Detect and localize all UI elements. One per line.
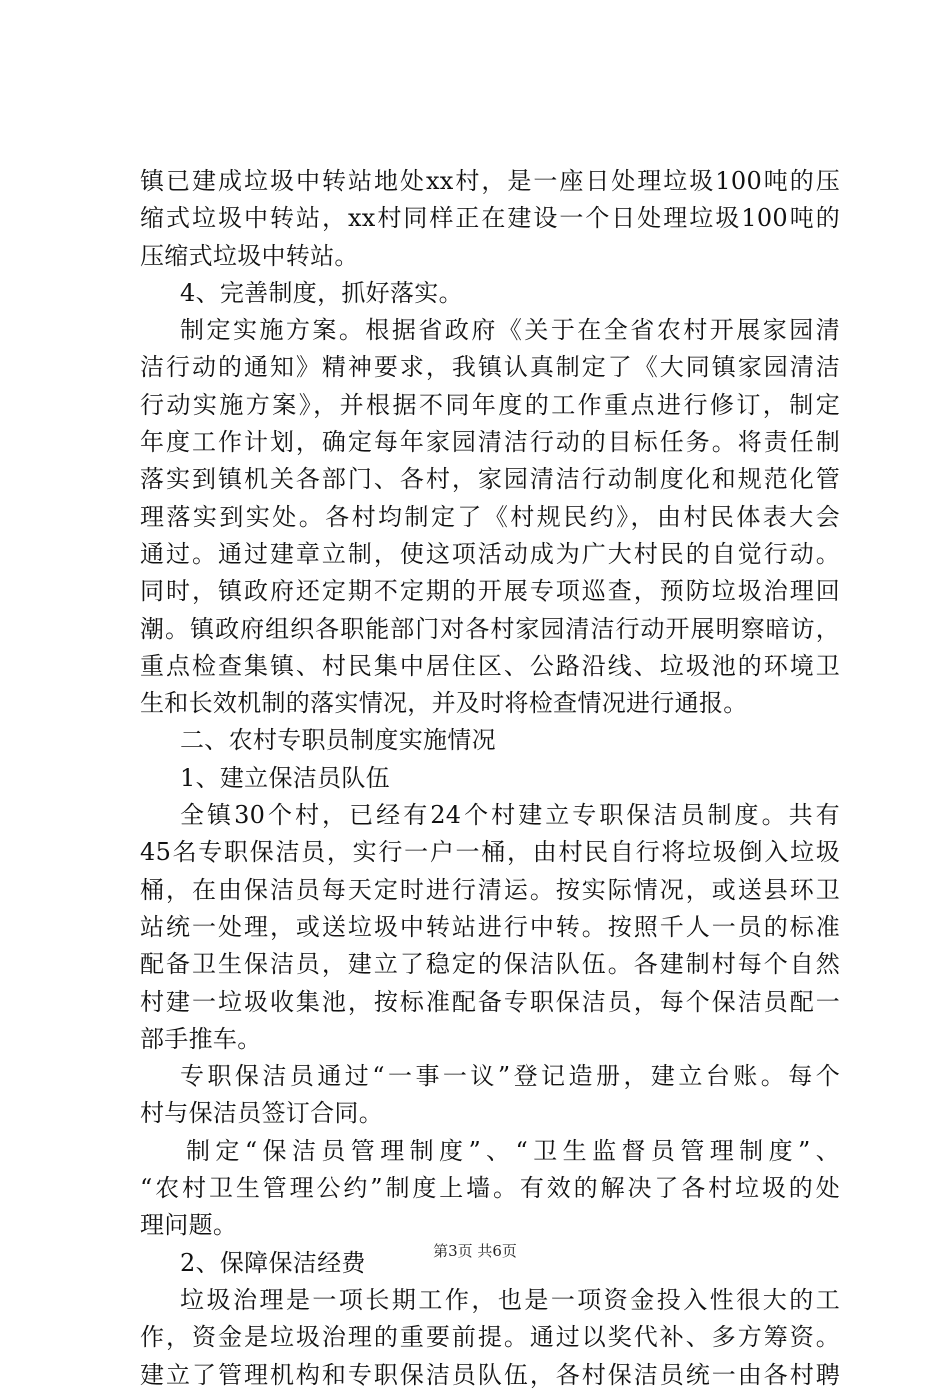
text-line: 镇已建成垃圾中转站地处xx村，是一座日处理垃圾100吨的压 (140, 167, 840, 195)
text-line: 理落实到实处。各村均制定了《村规民约》，由村民体表大会 (140, 502, 840, 531)
text-line: 45名专职保洁员，实行一户一桶，由村民自行将垃圾倒入垃圾 (140, 838, 840, 867)
text-line: 同时，镇政府还定期不定期的开展专项巡查，预防垃圾治理回 (140, 577, 840, 606)
text-line: 站统一处理，或送垃圾中转站进行中转。按照千人一员的标准 (140, 912, 840, 941)
page-footer: 第3页 共6页 (433, 1242, 517, 1260)
text-line: 村建一垃圾收集池，按标准配备专职保洁员，每个保洁员配一 (140, 987, 840, 1016)
text-line: 理问题。 (140, 1211, 238, 1240)
text-line: 垃圾治理是一项长期工作，也是一项资金投入性很大的工 (180, 1285, 840, 1314)
text-line: 行动实施方案》，并根据不同年度的工作重点进行修订，制定 (140, 390, 840, 419)
text-line: 村与保洁员签订合同。 (140, 1099, 383, 1128)
text-line: 二、农村专职员制度实施情况 (180, 726, 496, 755)
text-line: “农村卫生管理公约”制度上墙。有效的解决了各村垃圾的处 (140, 1174, 840, 1203)
text-line: 1、建立保洁员队伍 (180, 763, 390, 792)
text-line: 重点检查集镇、村民集中居住区、公路沿线、垃圾池的环境卫 (140, 651, 840, 680)
text-line: 制定“保洁员管理制度”、“卫生监督员管理制度”、 (186, 1136, 840, 1165)
text-line: 4、完善制度，抓好落实。 (180, 278, 463, 307)
text-line: 2、保障保洁经费 (180, 1248, 366, 1277)
text-line: 通过。通过建章立制，使这项活动成为广大村民的自觉行动。 (140, 539, 840, 568)
text-line: 潮。镇政府组织各职能部门对各村家园清洁行动开展明察暗访， (140, 614, 840, 643)
text-line: 落实到镇机关各部门、各村，家园清洁行动制度化和规范化管 (140, 465, 840, 494)
document-body (140, 163, 840, 1394)
text-line: 作，资金是垃圾治理的重要前提。通过以奖代补、多方筹资。 (140, 1323, 840, 1352)
text-line: 生和长效机制的落实情况，并及时将检查情况进行通报。 (140, 689, 748, 718)
text-line: 制定实施方案。根据省政府《关于在全省农村开展家园清 (180, 316, 840, 345)
text-line: 配备卫生保洁员，建立了稳定的保洁队伍。各建制村每个自然 (140, 950, 840, 979)
text-line: 全镇30个村，已经有24个村建立专职保洁员制度。共有 (180, 801, 840, 830)
text-line: 建立了管理机构和专职保洁员队伍，各村保洁员统一由各村聘 (140, 1360, 840, 1389)
text-line: 压缩式垃圾中转站。 (140, 241, 359, 270)
text-line: 洁行动的通知》精神要求，我镇认真制定了《大同镇家园清洁 (140, 353, 840, 382)
text-line: 桶，在由保洁员每天定时进行清运。按实际情况，或送县环卫 (140, 875, 840, 904)
text-line: 部手推车。 (140, 1024, 262, 1053)
text-line: 专职保洁员通过“一事一议”登记造册，建立台账。每个 (180, 1062, 840, 1091)
text-line: 缩式垃圾中转站，xx村同样正在建设一个日处理垃圾100吨的 (140, 204, 840, 233)
text-line: 年度工作计划，确定每年家园清洁行动的目标任务。将责任制 (140, 428, 840, 457)
